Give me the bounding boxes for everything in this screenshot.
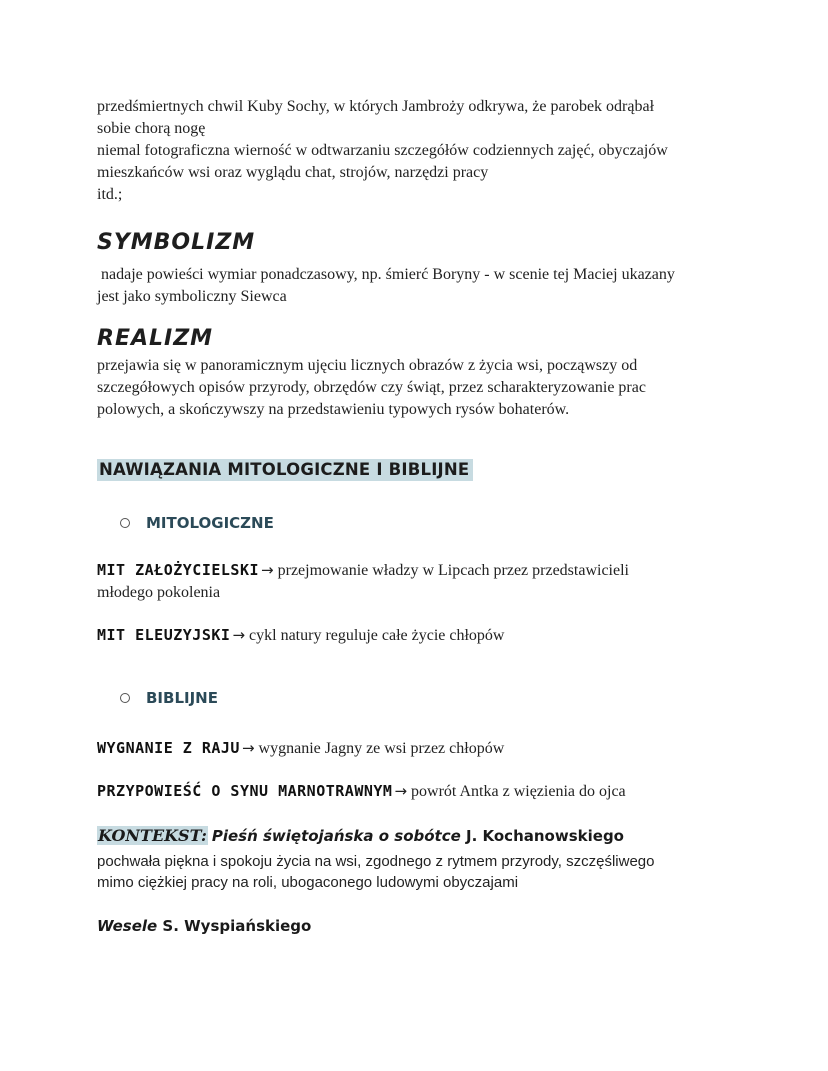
bullet-label: MITOLOGICZNE <box>146 514 274 532</box>
wygnanie-z-raju <box>97 737 757 760</box>
work-author: S. Wyspiańskiego <box>157 917 312 935</box>
text-line: polowych, a skończywszy na przedstawieniu typowych rysów bohaterów. <box>97 401 570 418</box>
item-term: PRZYPOWIEŚĆ O SYNU MARNOTRAWNYM <box>97 782 393 800</box>
right-arrow-icon: → <box>232 626 246 644</box>
realizm-heading: REALIZM <box>97 326 214 351</box>
work-title: Pieśń świętojańska o sobótce <box>211 827 461 845</box>
second-work <box>97 917 737 936</box>
kontekst-heading <box>97 826 777 846</box>
bullet-label: BIBLIJNE <box>146 689 218 707</box>
text-line: jest jako symboliczny Siewca <box>97 288 287 305</box>
section-title: NAWIĄZANIA MITOLOGICZNE I BIBLIJNE <box>97 459 473 481</box>
item-desc: powrót Antka z więzienia do ojca <box>411 783 626 800</box>
item-term: WYGNANIE Z RAJU <box>97 739 240 757</box>
item-term: MIT ELEUZYJSKI <box>97 626 231 644</box>
text-line: sobie chorą nogę <box>97 120 206 137</box>
mit-eleuzyjski <box>97 624 757 647</box>
kontekst-paragraph <box>97 851 777 893</box>
bullet-biblijne <box>120 689 218 707</box>
item-term: MIT ZAŁOŻYCIELSKI <box>97 561 260 579</box>
realizm-paragraph <box>97 355 737 421</box>
text-line: itd.; <box>97 186 123 203</box>
text-line: nadaje powieści wymiar ponadczasowy, np. śmierć Boryny - w scenie tej Maciej ukazany <box>97 266 675 283</box>
item-line: młodego pokolenia <box>97 584 221 601</box>
hollow-bullet-icon <box>120 518 130 528</box>
bullet-mitologiczne <box>120 514 274 532</box>
symbolizm-heading: SYMBOLIZM <box>97 230 256 255</box>
right-arrow-icon: → <box>241 739 255 757</box>
right-arrow-icon: → <box>394 782 408 800</box>
text-line: mieszkańców wsi oraz wyglądu chat, strojów, narzędzi pracy <box>97 164 489 181</box>
text-line: niemal fotograficzna wierność w odtwarzaniu szczegółów codziennych zajęć, obyczajów <box>97 142 668 159</box>
item-desc: przejmowanie władzy w Lipcach przez przedstawicieli <box>277 562 629 579</box>
text-line: przejawia się w panoramicznym ujęciu licznych obrazów z życia wsi, począwszy od <box>97 357 638 374</box>
work-title: Wesele <box>97 917 158 935</box>
work-author: J. Kochanowskiego <box>460 827 624 845</box>
text-line: pochwała piękna i spokoju życia na wsi, zgodnego z rytmem przyrody, szczęśliwego <box>97 853 655 870</box>
symbolizm-paragraph <box>97 264 737 308</box>
text-line: szczegółowych opisów przyrody, obrzędów czy świąt, przez scharakteryzowanie prac <box>97 379 646 396</box>
right-arrow-icon: → <box>261 561 274 579</box>
item-desc: cykl natury reguluje całe życie chłopów <box>249 627 505 644</box>
item-desc: wygnanie Jagny ze wsi przez chłopów <box>258 740 505 757</box>
item-line <box>97 559 757 582</box>
intro-paragraph <box>97 96 737 206</box>
text-line: mimo ciężkiej pracy na roli, ubogaconego ludowymi obyczajami <box>97 874 519 891</box>
przypowiesc-o-synu <box>97 780 777 803</box>
mit-zalozycielski <box>97 559 757 604</box>
kontekst-label: KONTEKST: <box>98 826 207 845</box>
hollow-bullet-icon <box>120 693 130 703</box>
text-line: przedśmiertnych chwil Kuby Sochy, w których Jambroży odkrywa, że parobek odrąbał <box>97 98 655 115</box>
